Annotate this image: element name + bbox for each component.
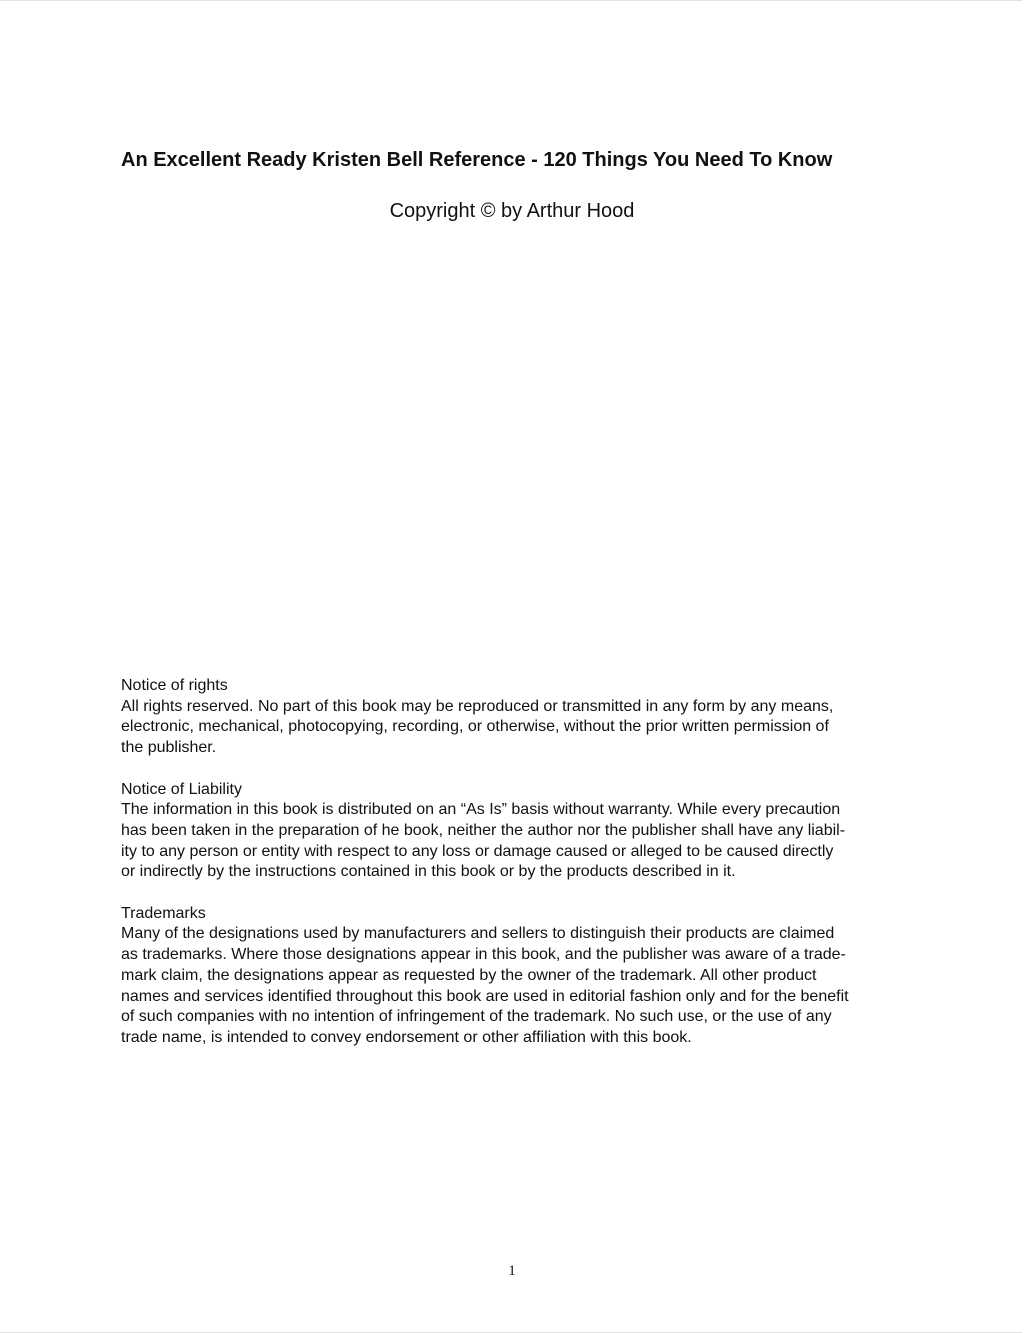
notice-text-line: ity to any person or entity with respect to any loss or damage caused or alleged to be caused directly: [121, 842, 834, 860]
notice-text-line: has been taken in the preparation of he book, neither the author nor the publisher shall have any liabil-: [121, 821, 846, 839]
notice-text-line: names and services identified throughout this book are used in editorial fashion only and for the benefit: [121, 987, 849, 1005]
document-title: An Excellent Ready Kristen Bell Reference - 120 Things You Need To Know: [121, 149, 833, 171]
notice-text-line: the publisher.: [121, 739, 217, 757]
notice-of-liability: [121, 780, 911, 884]
notice-text-line: mark claim, the designations appear as requested by the owner of the trademark. All other product: [121, 966, 817, 984]
page-number: 1: [508, 1263, 516, 1279]
notice-text-line: or indirectly by the instructions contained in this book or by the products described in it.: [121, 863, 736, 881]
notice-of-rights: [121, 676, 911, 759]
notice-heading: Notice of rights: [121, 677, 228, 694]
notice-text-line: electronic, mechanical, photocopying, recording, or otherwise, without the prior written permission of: [121, 718, 829, 736]
notice-text-line: The information in this book is distributed on an “As Is” basis without warranty. While every precaution: [121, 801, 841, 819]
trademarks-notice: [121, 904, 911, 1049]
notice-heading: Notice of Liability: [121, 780, 242, 798]
notice-heading: Trademarks: [121, 904, 206, 922]
notice-text-line: All rights reserved. No part of this book may be reproduced or transmitted in any form by any means,: [121, 697, 834, 715]
legal-notices: [121, 676, 911, 1069]
notice-text-line: Many of the designations used by manufacturers and sellers to distinguish their products are claimed: [121, 925, 835, 943]
notice-text-line: as trademarks. Where those designations appear in this book, and the publisher was aware of a trade-: [121, 946, 846, 964]
copyright-line: Copyright © by Arthur Hood: [389, 200, 635, 222]
notice-text-line: of such companies with no intention of infringement of the trademark. No such use, or the use of any: [121, 1008, 832, 1026]
notice-text-line: trade name, is intended to convey endorsement or other affiliation with this book.: [121, 1028, 692, 1046]
